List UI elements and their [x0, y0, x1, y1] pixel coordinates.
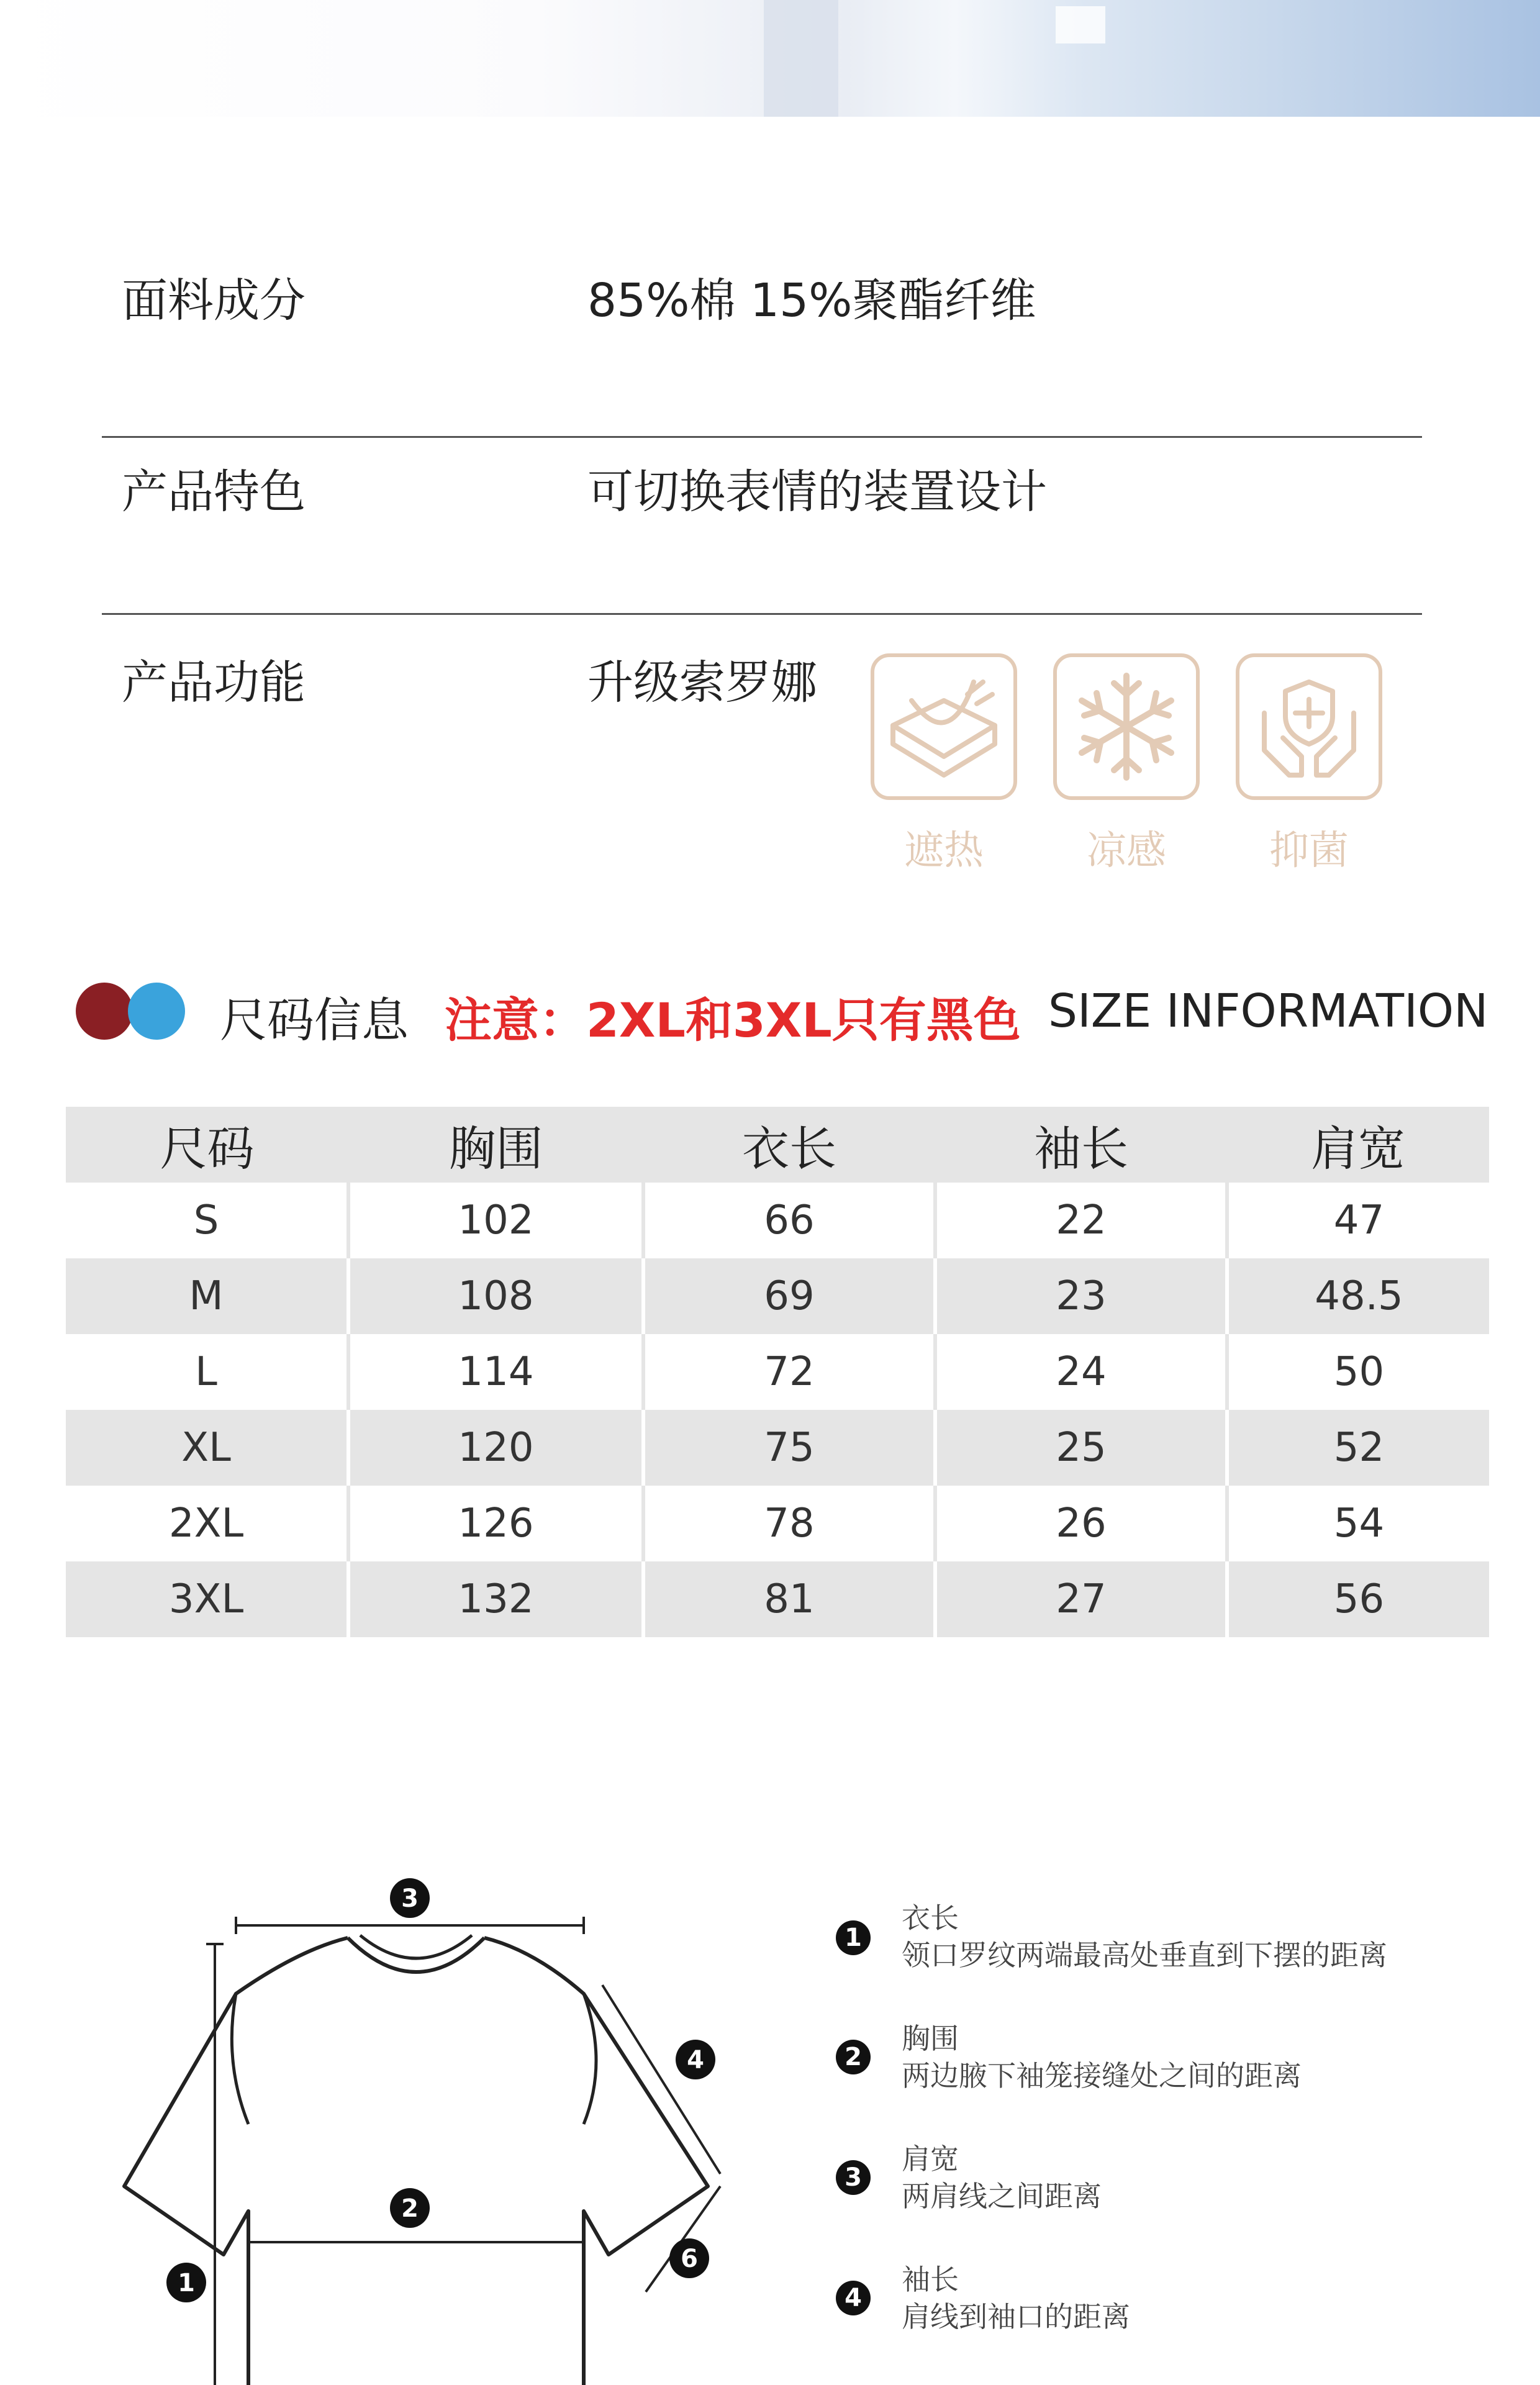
dot-blue [128, 983, 185, 1040]
marker-2: 2 [401, 2194, 419, 2223]
table-row [66, 1258, 1489, 1334]
divider [102, 436, 1422, 438]
antibacterial-hands-icon [1236, 653, 1382, 800]
spec-label-fabric: 面料成分 [122, 274, 306, 327]
legend-title: 袖长 [902, 2263, 959, 2296]
legend-title: 胸围 [902, 2022, 959, 2055]
table-cell: 56 [1227, 1561, 1489, 1637]
sun-shield-icon [871, 653, 1017, 800]
table-row [66, 1561, 1489, 1637]
divider [102, 613, 1422, 615]
spec-label-function: 产品功能 [122, 656, 306, 709]
banner-glint [764, 0, 838, 117]
table-cell: 27 [935, 1561, 1227, 1637]
legend-desc: 肩线到袖口的距离 [902, 2300, 1130, 2333]
size-info-title-en: SIZE INFORMATION [1048, 984, 1488, 1038]
snowflake-icon [1053, 653, 1200, 800]
table-row [66, 1410, 1489, 1486]
marker-1: 1 [178, 2269, 195, 2297]
table-cell: 66 [643, 1183, 935, 1258]
table-cell: L [66, 1334, 348, 1410]
table-cell: 108 [348, 1258, 643, 1334]
marker-4: 4 [687, 2046, 704, 2074]
table-cell: 47 [1227, 1183, 1489, 1258]
feature-label-heat-shield: 遮热 [904, 828, 984, 874]
table-row [66, 1334, 1489, 1410]
table-cell: 69 [643, 1258, 935, 1334]
table-cell: M [66, 1258, 348, 1334]
table-row [66, 1486, 1489, 1561]
table-cell: 126 [348, 1486, 643, 1561]
tshirt-diagram [99, 1863, 745, 2385]
table-cell: 102 [348, 1183, 643, 1258]
table-cell: 3XL [66, 1561, 348, 1637]
spec-label-feature: 产品特色 [122, 465, 306, 519]
size-info-title: 尺码信息 [220, 993, 409, 1048]
banner-glint [1056, 6, 1105, 43]
table-cell: S [66, 1183, 348, 1258]
table-cell: 26 [935, 1486, 1227, 1561]
table-cell: 54 [1227, 1486, 1489, 1561]
header-shoulder: 肩宽 [1227, 1107, 1489, 1183]
feature-label-cooling: 凉感 [1087, 828, 1166, 874]
legend-desc: 两边腋下袖笼接缝处之间的距离 [902, 2059, 1302, 2092]
table-header-row [66, 1107, 1489, 1183]
spec-value-feature: 可切换表情的装置设计 [587, 465, 1047, 519]
table-cell: 23 [935, 1258, 1227, 1334]
dot-red [76, 983, 133, 1040]
legend-desc: 两肩线之间距离 [902, 2179, 1102, 2213]
size-info-note: 注意：2XL和3XL只有黑色 [445, 993, 1021, 1048]
header-size: 尺码 [66, 1107, 348, 1183]
table-cell: 75 [643, 1410, 935, 1486]
table-cell: 22 [935, 1183, 1227, 1258]
legend-number: 1 [836, 1920, 871, 1955]
size-table [66, 1107, 1489, 1637]
table-cell: 50 [1227, 1334, 1489, 1410]
table-cell: 114 [348, 1334, 643, 1410]
table-cell: 81 [643, 1561, 935, 1637]
spec-value-function: 升级索罗娜 [587, 656, 817, 709]
legend-number: 2 [836, 2040, 871, 2074]
legend-desc: 领口罗纹两端最高处垂直到下摆的距离 [902, 1938, 1387, 1972]
table-cell: 120 [348, 1410, 643, 1486]
table-cell: 25 [935, 1410, 1227, 1486]
marker-6: 6 [681, 2245, 698, 2273]
table-cell: 2XL [66, 1486, 348, 1561]
legend-title: 肩宽 [902, 2142, 959, 2176]
table-row [66, 1183, 1489, 1258]
tshirt-outline [124, 1938, 708, 2385]
header-chest: 胸围 [348, 1107, 643, 1183]
legend-title: 衣长 [902, 1901, 959, 1935]
header-sleeve: 袖长 [935, 1107, 1227, 1183]
tshirt-collar-inner [360, 1935, 472, 1958]
header-length: 衣长 [643, 1107, 935, 1183]
sleeve-measure-line [602, 1985, 720, 2174]
table-cell: 132 [348, 1561, 643, 1637]
table-cell: 78 [643, 1486, 935, 1561]
legend-number: 4 [836, 2281, 871, 2315]
table-cell: 52 [1227, 1410, 1489, 1486]
legend-number: 3 [836, 2160, 871, 2195]
spec-value-fabric: 85%棉 15%聚酯纤维 [587, 274, 1036, 327]
table-cell: 48.5 [1227, 1258, 1489, 1334]
marker-3: 3 [401, 1884, 419, 1913]
table-cell: 24 [935, 1334, 1227, 1410]
feature-label-antibacterial: 抑菌 [1269, 828, 1349, 874]
table-cell: 72 [643, 1334, 935, 1410]
table-cell: XL [66, 1410, 348, 1486]
